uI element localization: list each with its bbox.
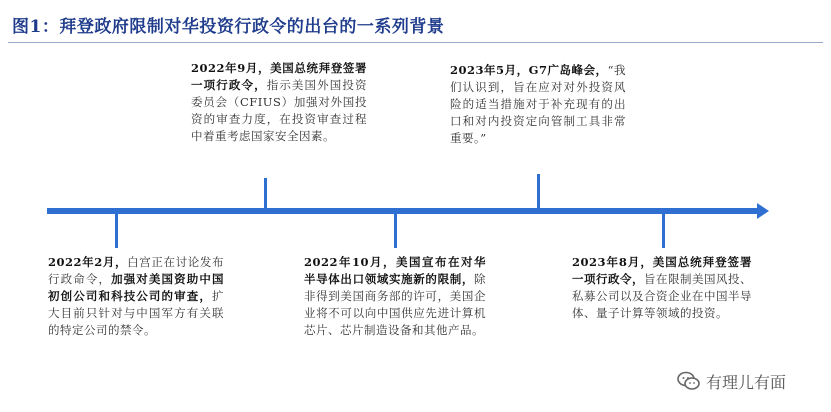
event-2022-02-lead: 白宫正在讨论发布行政命令， <box>48 255 225 286</box>
watermark-text: 有理儿有面 <box>706 372 787 392</box>
event-2022-10-detail: 除非得到美国商务部的许可，美国企业将不可以向中国供应先进计算机芯片、芯片制造设备和其他产品。 <box>304 272 486 337</box>
event-2023-05 <box>450 62 626 147</box>
figure-title: 图1：拜登政府限制对华投资行政令的出台的一系列背景 <box>12 17 445 37</box>
timeline-axis <box>47 208 759 214</box>
wechat-icon <box>676 368 702 394</box>
event-2022-09-detail: 指示美国外国投资委员会（CFIUS）加强对外国投资的审查力度，在投资审查过程中着重考虑国家安全因素。 <box>191 78 368 143</box>
event-2023-08-headline: 2023年8月，美国总统拜登签署一项行政令， <box>572 255 752 286</box>
event-2022-02-date: 2022年2月， <box>48 255 128 269</box>
event-2023-08-detail: 旨在限制美国风投、私募公司以及合资企业在中国半导体、量子计算等领域的投资。 <box>572 272 752 320</box>
tick-oct-2022 <box>394 212 397 248</box>
event-2022-02-detail: 扩大目前只针对与中国军方有关联的特定公司的禁令。 <box>48 289 224 337</box>
tick-aug-2023 <box>662 212 665 248</box>
event-2022-02 <box>48 254 224 339</box>
title-divider <box>8 42 823 43</box>
event-2023-08 <box>572 254 752 322</box>
event-2022-10-headline: 2022年10月，美国宣布在对华半导体出口领域实施新的限制， <box>304 255 486 286</box>
tick-may-2023 <box>537 174 540 210</box>
event-2022-02-headline: 加强对美国资助中国初创公司和科技公司的审查， <box>48 272 225 303</box>
event-2023-05-detail: “我们认识到，旨在应对对外投资风险的适当措施对于补充现有的出口和对内投资定向管制工具非常重要。” <box>450 63 626 145</box>
timeline-arrow-icon <box>757 203 769 219</box>
event-2022-09-headline: 2022年9月，美国总统拜登签署一项行政令， <box>191 61 367 92</box>
watermark <box>676 366 786 396</box>
event-2022-10 <box>304 254 486 339</box>
tick-sep-2022 <box>264 178 267 210</box>
event-2022-09 <box>191 60 367 145</box>
tick-feb-2022 <box>115 212 118 248</box>
event-2023-05-headline: 2023年5月，G7广岛峰会， <box>450 63 608 77</box>
title-bar <box>0 0 831 44</box>
